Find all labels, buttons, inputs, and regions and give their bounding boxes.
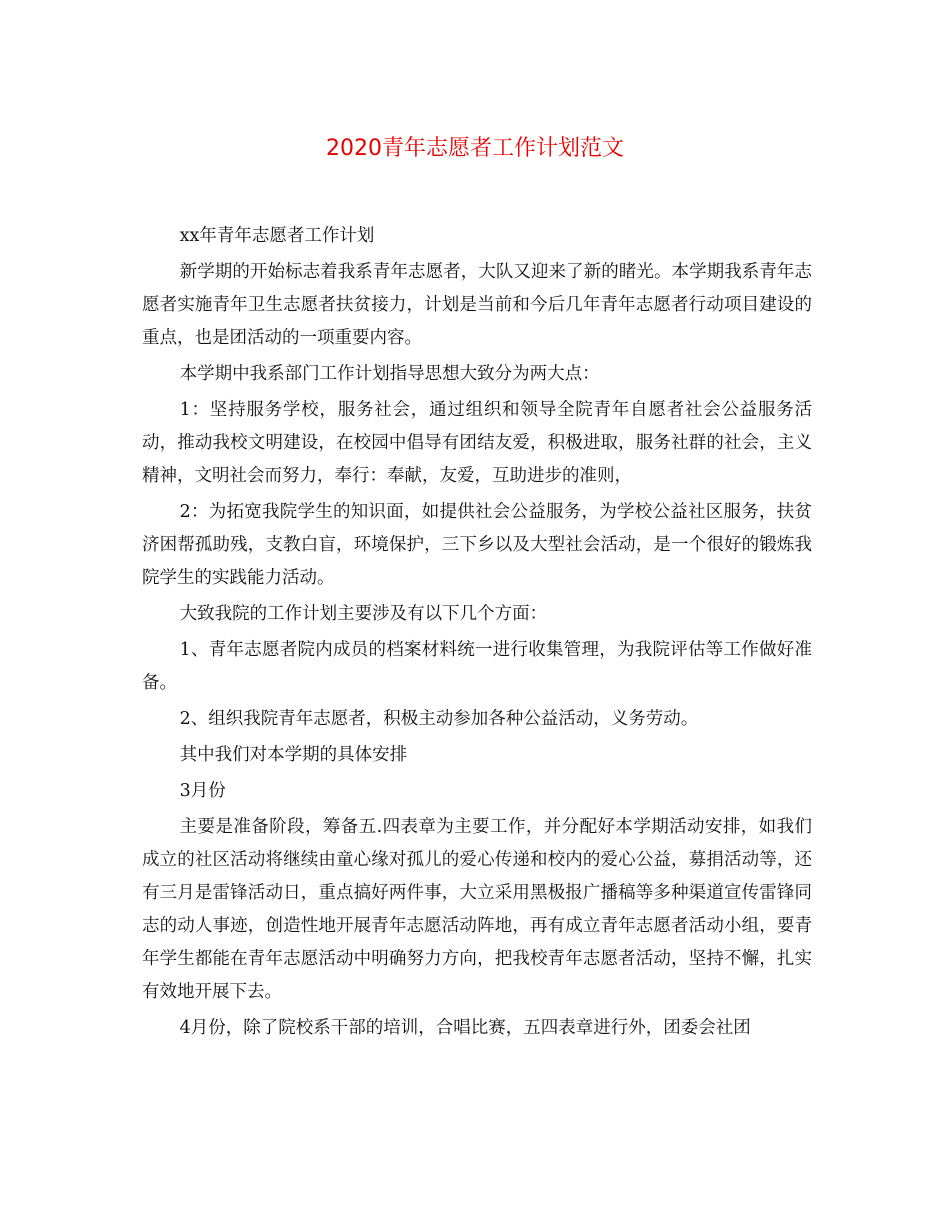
- paragraph-plan-heading: xx年青年志愿者工作计划: [179, 226, 375, 246]
- paragraph-april: 4月份，除了院校系干部的培训，合唱比赛，五四表章进行外，团委会社团: [179, 1018, 751, 1038]
- paragraph-guiding-ideas: 本学期中我系部门工作计划指导思想大致分为两大点：: [179, 364, 600, 384]
- paragraph-march-heading: 3月份: [179, 781, 226, 801]
- document-body: [142, 220, 812, 1048]
- paragraph-march-details: 主要是准备阶段，筹备五.四表章为主要工作，并分配好本学期活动安排，如我们成立的社区活动将继续由童心缘对孤儿的爱心传递和校内的爱心公益，募捐活动等，还有三月是雷锋活动日，重点搞好两件事，大立采用黑极报广播稿等多种渠道宣传雷锋同志的动人事迹，创造性地开展青年志愿活动阵地，再有成立青年志愿者活动小组，要青年学生都能在青年志愿活动中明确努力方向，把我校青年志愿者活动，坚持不懈，扎实有效地开展下去。: [142, 817, 812, 1002]
- document-title: 2020青年志愿者工作计划范文: [326, 136, 624, 161]
- paragraph-aspects: 大致我院的工作计划主要涉及有以下几个方面：: [179, 604, 548, 624]
- paragraph-intro: 新学期的开始标志着我系青年志愿者，大队又迎来了新的睹光。本学期我系青年志愿者实施青年卫生志愿者扶贫接力，计划是当前和今后几年青年志愿者行动项目建设的重点，也是团活动的一项重要内容。: [142, 262, 812, 348]
- paragraph-point-2: 2：为拓宽我院学生的知识面，如提供社会公益服务，为学校公益社区服务，扶贫济困帮孤助残，支教白盲，环境保护，三下乡以及大型社会活动，是一个很好的锻炼我院学生的实践能力活动。: [142, 502, 812, 588]
- paragraph-aspect-2: 2、组织我院青年志愿者，积极主动参加各种公益活动，义务劳动。: [179, 709, 699, 729]
- paragraph-aspect-1: 1、青年志愿者院内成员的档案材料统一进行收集管理，为我院评估等工作做好准备。: [142, 640, 812, 693]
- paragraph-point-1: 1：坚持服务学校，服务社会，通过组织和领导全院青年自愿者社会公益服务活动，推动我校文明建设，在校园中倡导有团结友爱，积极进取，服务社群的社会，主义精神，文明社会而努力，奉行：奉献，友爱，互助进步的准则，: [142, 400, 812, 486]
- paragraph-schedule-intro: 其中我们对本学期的具体安排: [179, 745, 408, 765]
